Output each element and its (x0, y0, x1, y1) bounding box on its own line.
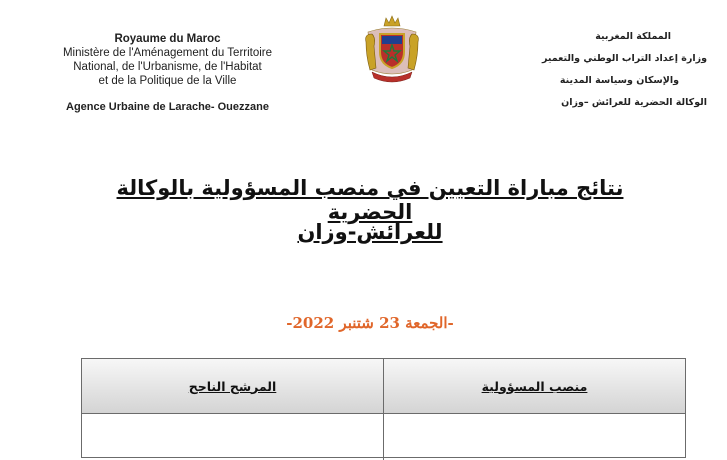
results-table (81, 358, 686, 458)
table-cell-position (383, 414, 685, 460)
header-left-line1: Royaume du Maroc (114, 33, 221, 45)
header-left-line2: Ministère de l'Aménagement du Territoire (62, 47, 273, 59)
results-date: -الجمعة 23 شتنبر 2022- (286, 314, 454, 332)
moroccan-coat-of-arms-icon (360, 12, 424, 84)
header-left-line3: National, de l'Urbanisme, de l'Habitat (73, 61, 262, 73)
column-header-successful-candidate: المرشح الناجح (188, 378, 277, 394)
header-right-line4: الوكالة الحضرية للعرائش –وزان (561, 97, 707, 108)
header-left-line4: et de la Politique de la Ville (98, 75, 237, 87)
header-left-agency: Agence Urbaine de Larache- Ouezzane (66, 101, 269, 113)
header-right-line1: المملكة المغربية (595, 31, 671, 42)
header-right-arabic (507, 26, 707, 114)
header-right-line3: والإسكان وسياسة المدينة (559, 75, 679, 86)
header-left-french (40, 32, 295, 114)
document-title-line2: للعرائش-وزان (297, 220, 443, 244)
column-header-position: منصب المسؤولية (383, 359, 685, 413)
table-row (82, 414, 685, 460)
table-header-row (82, 359, 685, 414)
table-cell-candidate (82, 414, 383, 460)
header-right-line2: وزارة إعداد التراب الوطني والتعمير (541, 53, 707, 64)
document-title-line1: نتائج مباراة التعيين في منصب المسؤولية بالوكالة الحضرية (116, 176, 624, 224)
